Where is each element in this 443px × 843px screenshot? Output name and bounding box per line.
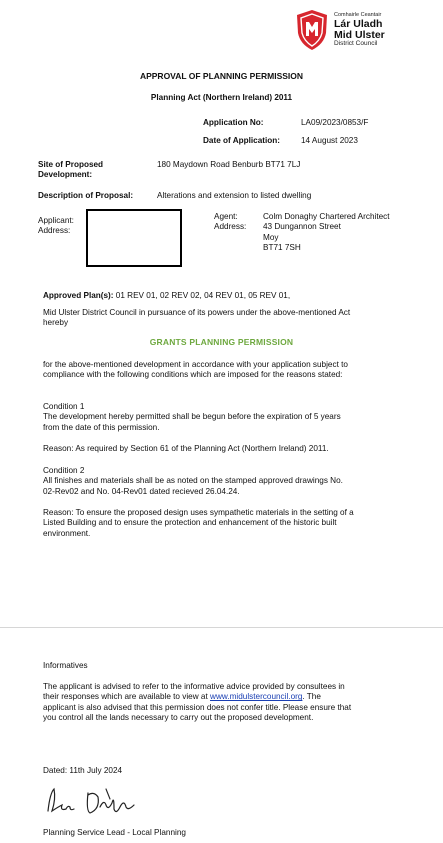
dated-line: Dated: 11th July 2024 — [43, 766, 123, 775]
logo-line-district-council: District Council — [334, 39, 378, 47]
council-logo-text — [334, 13, 385, 48]
approved-plans-value: 01 REV 01, 02 REV 02, 04 REV 01, 05 REV 01, — [115, 291, 291, 300]
logo-line-irish: Comhairle Ceantair — [334, 12, 382, 18]
informatives-body: The applicant is advised to refer to the informative advice provided by consultees in their responses which are available to view at www.midulstercouncil.org. The applicant is also advised that this permission does not confer title. Please ensure that you control all the lands necessary to carry out the proposed development. — [43, 682, 352, 722]
proposal-value: Alterations and extension to listed dwelling — [157, 191, 312, 200]
council-crest-icon — [295, 9, 329, 51]
condition-2-heading: Condition 2 — [43, 466, 85, 475]
document-title: APPROVAL OF PLANNING PERMISSION — [139, 71, 304, 81]
site-label: Site of Proposed Development: — [38, 160, 104, 180]
condition-2-reason: Reason: To ensure the proposed design uses sympathetic materials in the setting of a Listed Building and to ensure the protection and enhancement of the historic built environment. — [43, 508, 354, 538]
application-no-label: Application No: — [203, 118, 264, 127]
grants-heading: GRANTS PLANNING PERMISSION — [149, 337, 294, 347]
intro-paragraph: for the above-mentioned development in accordance with your application subject to compliance with the following conditions which are imposed for the reasons stated: — [43, 360, 348, 380]
proposal-label: Description of Proposal: — [38, 191, 134, 200]
council-pursuance: Mid Ulster District Council in pursuance of its powers under the above-mentioned Act hereby — [43, 308, 351, 328]
site-value: 180 Maydown Road Benburb BT71 7LJ — [157, 160, 301, 169]
council-website-link[interactable]: www.midulstercouncil.org — [210, 692, 303, 702]
agent-address-2: Moy — [263, 232, 279, 242]
condition-1-heading: Condition 1 — [43, 402, 85, 411]
condition-1-reason: Reason: As required by Section 61 of the Planning Act (Northern Ireland) 2011. — [43, 444, 329, 453]
informatives-heading: Informatives — [43, 661, 88, 670]
logo-line-mid-ulster: Mid Ulster — [334, 28, 385, 41]
approved-plans-label: Approved Plan(s): — [43, 291, 114, 300]
application-date-value: 14 August 2023 — [301, 136, 358, 145]
condition-1: Condition 1 The development hereby permitted shall be begun before the expiration of 5 years from the date of this permission. — [43, 402, 413, 433]
agent-label: Agent: Address: — [214, 212, 247, 232]
agent-name: Colm Donaghy Chartered Architect — [263, 212, 390, 221]
agent-address-1: 43 Dungannon Street — [263, 222, 341, 232]
application-date-label: Date of Application: — [203, 136, 281, 145]
act-title: Planning Act (Northern Ireland) 2011 — [150, 93, 293, 102]
agent-details — [263, 212, 390, 253]
application-no-value: LA09/2023/0853/F — [301, 118, 369, 127]
applicant-label: Applicant: Address: — [38, 216, 74, 236]
redacted-applicant-box — [86, 209, 182, 267]
agent-address-3: BT71 7SH — [263, 242, 301, 252]
condition-2: Condition 2 All finishes and materials shall be as noted on the stamped approved drawings No. 02-Rev02 and No. 04-Rev01 dated recieved 26.04.24. — [43, 466, 413, 497]
approved-plans — [43, 291, 290, 301]
page-divider — [0, 627, 443, 628]
logo-line-lar-uladh: Lár Uladh — [334, 17, 383, 30]
signatory-title: Planning Service Lead - Local Planning — [43, 828, 186, 837]
handwritten-signature — [40, 781, 140, 821]
